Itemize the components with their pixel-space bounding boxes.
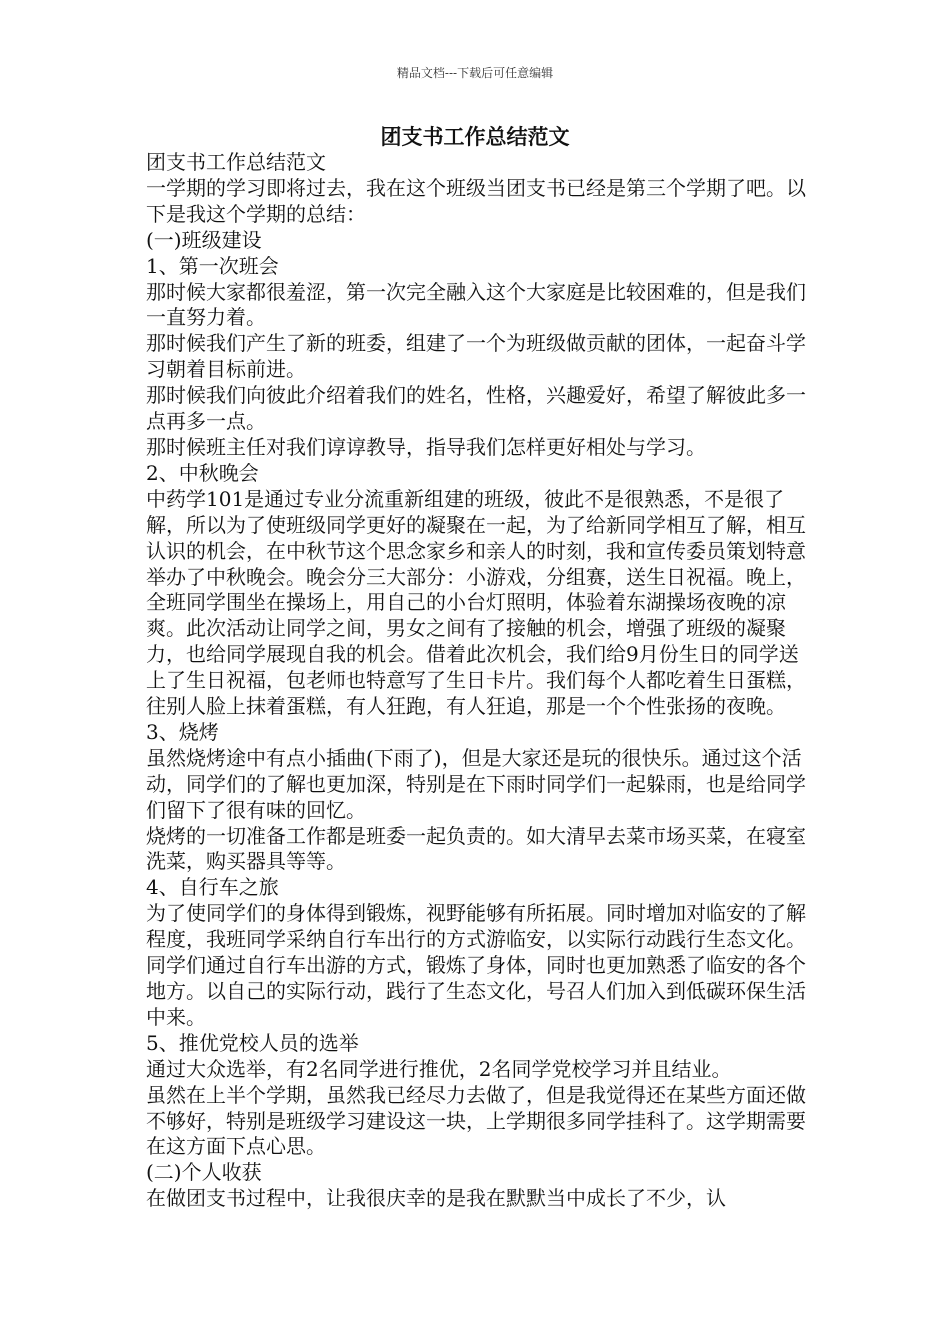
subsection-heading: 2、中秋晚会 xyxy=(146,460,259,485)
paragraph: 那时候我们向彼此介绍着我们的姓名，性格，兴趣爱好，希望了解彼此多一点再多一点。 xyxy=(146,383,806,434)
paragraph: 团支书工作总结范文 xyxy=(146,150,326,174)
paragraph: 为了使同学们的身体得到锻炼，视野能够有所拓展。同时增加对临安的了解程度，我班同学采纳自行车出行的方式游临安，以实际行动践行生态文化。 xyxy=(146,901,806,952)
paragraph: 虽然在上半个学期，虽然我已经尽力去做了，但是我觉得还在某些方面还做不够好，特别是班级学习建设这一块，上学期很多同学挂科了。这学期需要在这方面下点心思。 xyxy=(146,1082,806,1159)
paragraph: 通过大众选举，有2名同学进行推优，2名同学党校学习并且结业。 xyxy=(146,1056,732,1081)
document-body xyxy=(146,150,806,1212)
subsection-heading: 1、第一次班会 xyxy=(146,253,279,278)
paragraph: 那时候我们产生了新的班委，组建了一个为班级做贡献的团体，一起奋斗学习朝着目标前进。 xyxy=(146,331,806,382)
section-heading: (一)班级建设 xyxy=(146,227,262,252)
paragraph: 在做团支书过程中，让我很庆幸的是我在默默当中成长了不少，认 xyxy=(146,1186,726,1211)
subsection-heading: 5、推优党校人员的选举 xyxy=(146,1030,359,1055)
document-title: 团支书工作总结范文 xyxy=(380,124,570,149)
paragraph: 那时候大家都很羞涩，第一次完全融入这个大家庭是比较困难的，但是我们一直努力着。 xyxy=(146,279,806,330)
paragraph: 一学期的学习即将过去，我在这个班级当团支书已经是第三个学期了吧。以下是我这个学期的总结： xyxy=(146,175,806,226)
paragraph: 烧烤的一切准备工作都是班委一起负责的。如大清早去菜市场买菜，在寝室洗菜，购买器具等等。 xyxy=(146,823,806,874)
paragraph: 同学们通过自行车出游的方式，锻炼了身体，同时也更加熟悉了临安的各个地方。以自己的实际行动，践行了生态文化，号召人们加入到低碳环保生活中来。 xyxy=(146,953,806,1029)
paragraph: 中药学101是通过专业分流重新组建的班级，彼此不是很熟悉，不是很了解，所以为了使班级同学更好的凝聚在一起，为了给新同学相互了解，相互认识的机会，在中秋节这个思念家乡和亲人的时刻，我和宣传委员策划特意举办了中秋晚会。晚会分三大部分：小游戏，分组赛，送生日祝福。晚上，全班同学围坐在操场上，用自己的小台灯照明，体验着东湖操场夜晚的凉爽。此次活动让同学之间，男女之间有了接触的机会，增强了班级的凝聚力，也给同学展现自我的机会。借着此次机会，我们给9月份生日的同学送上了生日祝福，包老师也特意写了生日卡片。我们每个人都吃着生日蛋糕，往别人脸上抹着蛋糕，有人狂跑，有人狂追，那是一个个性张扬的夜晚。 xyxy=(146,486,806,719)
section-heading: (二)个人收获 xyxy=(146,1160,262,1185)
page-header: 精品文档---下载后可任意编辑 xyxy=(396,66,554,80)
paragraph: 那时候班主任对我们谆谆教导，指导我们怎样更好相处与学习。 xyxy=(146,434,706,459)
subsection-heading: 3、烧烤 xyxy=(146,719,219,744)
paragraph: 虽然烧烤途中有点小插曲(下雨了)，但是大家还是玩的很快乐。通过这个活动，同学们的了解也更加深，特别是在下雨时同学们一起躲雨，也是给同学们留下了很有味的回忆。 xyxy=(146,745,806,822)
subsection-heading: 4、自行车之旅 xyxy=(146,875,279,900)
